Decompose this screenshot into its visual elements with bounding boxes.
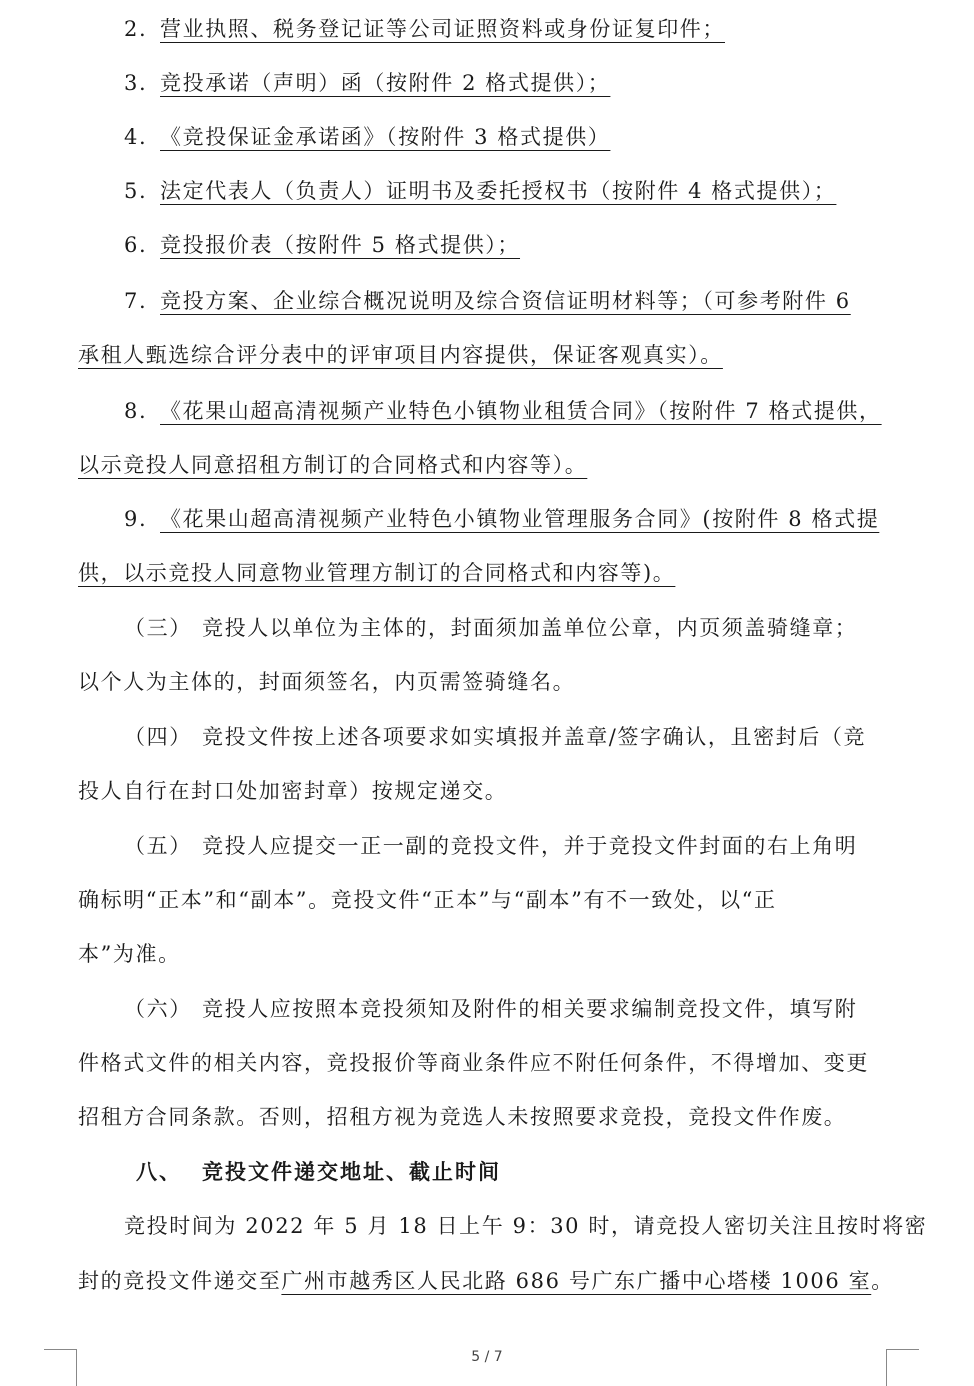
- paragraph: [0, 982, 974, 1036]
- paragraph-text: 竞投人应按照本竞投须知及附件的相关要求编制竞投文件，填写附: [202, 997, 858, 1021]
- list-item: [0, 218, 974, 272]
- list-item: [0, 56, 974, 110]
- paragraph-text: 竞投人以单位为主体的，封面须加盖单位公章，内页须盖骑缝章；: [202, 616, 858, 640]
- paragraph-continuation: [0, 1036, 974, 1090]
- paragraph-continuation: [0, 927, 974, 981]
- paragraph-text: 件格式文件的相关内容，竞投报价等商业条件应不附任何条件，不得增加、变更: [78, 1051, 869, 1075]
- paragraph-text: 以个人为主体的，封面须签名，内页需签骑缝名。: [78, 670, 576, 694]
- item-text: 《竞投保证金承诺函》（按附件 3 格式提供）: [160, 125, 611, 149]
- list-item-continuation: [0, 328, 974, 382]
- page-number: 5 / 7: [471, 1349, 503, 1365]
- list-item-continuation: [0, 438, 974, 492]
- paragraph-label: （四）: [124, 725, 192, 749]
- paragraph-text: 竞投时间为 2022 年 5 月 18 日上午 9：30 时，请竞投人密切关注且按时将密: [124, 1214, 928, 1238]
- list-item: [0, 164, 974, 218]
- paragraph-continuation: [0, 764, 974, 818]
- paragraph-text: 竞投人应提交一正一副的竞投文件，并于竞投文件封面的右上角明: [202, 834, 858, 858]
- paragraph-continuation: [0, 873, 974, 927]
- paragraph-text: 投人自行在封口处加密封章）按规定递交。: [78, 779, 508, 803]
- item-number: 7.: [124, 289, 148, 313]
- paragraph-text: 本”为准。: [78, 942, 181, 966]
- paragraph: [0, 601, 974, 655]
- paragraph-continuation: [0, 1090, 974, 1144]
- item-text: 法定代表人（负责人）证明书及委托授权书（按附件 4 格式提供）；: [160, 179, 837, 203]
- list-item: [0, 492, 974, 546]
- paragraph: [0, 819, 974, 873]
- item-number: 3.: [124, 71, 148, 95]
- item-number: 2.: [124, 17, 148, 41]
- list-item: [0, 110, 974, 164]
- item-text: 承租人甄选综合评分表中的评审项目内容提供，保证客观真实）。: [78, 343, 723, 367]
- paragraph-continuation: [0, 655, 974, 709]
- text-suffix: 。: [871, 1269, 894, 1293]
- item-text: 供，以示竞投人同意物业管理方制订的合同格式和内容等)。: [78, 561, 676, 585]
- paragraph-text: 竞投文件按上述各项要求如实填报并盖章/签字确认，且密封后（竞: [202, 725, 867, 749]
- paragraph-text: 招租方合同条款。否则，招租方视为竞选人未按照要求竞投，竞投文件作废。: [78, 1105, 847, 1129]
- paragraph: [0, 710, 974, 764]
- paragraph-label: （六）: [124, 997, 192, 1021]
- item-text: 竞投报价表（按附件 5 格式提供）；: [160, 233, 521, 257]
- item-number: 4.: [124, 125, 148, 149]
- section-title: 竞投文件递交地址、截止时间: [202, 1160, 501, 1184]
- paragraph-text: 确标明“正本”和“副本”。竞投文件“正本”与“副本”有不一致处，以“正: [78, 888, 777, 912]
- paragraph-continuation: [0, 1254, 974, 1308]
- item-text: 《花果山超高清视频产业特色小镇物业租赁合同》（按附件 7 格式提供，: [160, 399, 882, 423]
- item-text: 《花果山超高清视频产业特色小镇物业管理服务合同》(按附件 8 格式提: [160, 507, 880, 531]
- item-number: 9.: [124, 507, 148, 531]
- item-text: 竞投方案、企业综合概况说明及综合资信证明材料等；（可参考附件 6: [160, 289, 851, 313]
- list-item: [0, 2, 974, 56]
- paragraph-label: （三）: [124, 616, 192, 640]
- paragraph: [0, 1199, 974, 1253]
- list-item: [0, 274, 974, 328]
- item-text: 以示竞投人同意招租方制订的合同格式和内容等）。: [78, 453, 588, 477]
- section-heading: [0, 1145, 974, 1199]
- item-number: 8.: [124, 399, 148, 423]
- text-prefix: 封的竞投文件递交至: [78, 1269, 282, 1293]
- address-text: 广州市越秀区人民北路 686 号广东广播中心塔楼 1006 室: [281, 1269, 872, 1293]
- paragraph-text: [78, 1266, 894, 1296]
- section-number: 八、: [136, 1160, 182, 1184]
- item-number: 5.: [124, 179, 148, 203]
- list-item-continuation: [0, 546, 974, 600]
- item-text: 营业执照、税务登记证等公司证照资料或身份证复印件；: [160, 17, 725, 41]
- item-text: 竞投承诺（声明）函（按附件 2 格式提供）；: [160, 71, 611, 95]
- paragraph-label: （五）: [124, 834, 192, 858]
- list-item: [0, 384, 974, 438]
- item-number: 6.: [124, 233, 148, 257]
